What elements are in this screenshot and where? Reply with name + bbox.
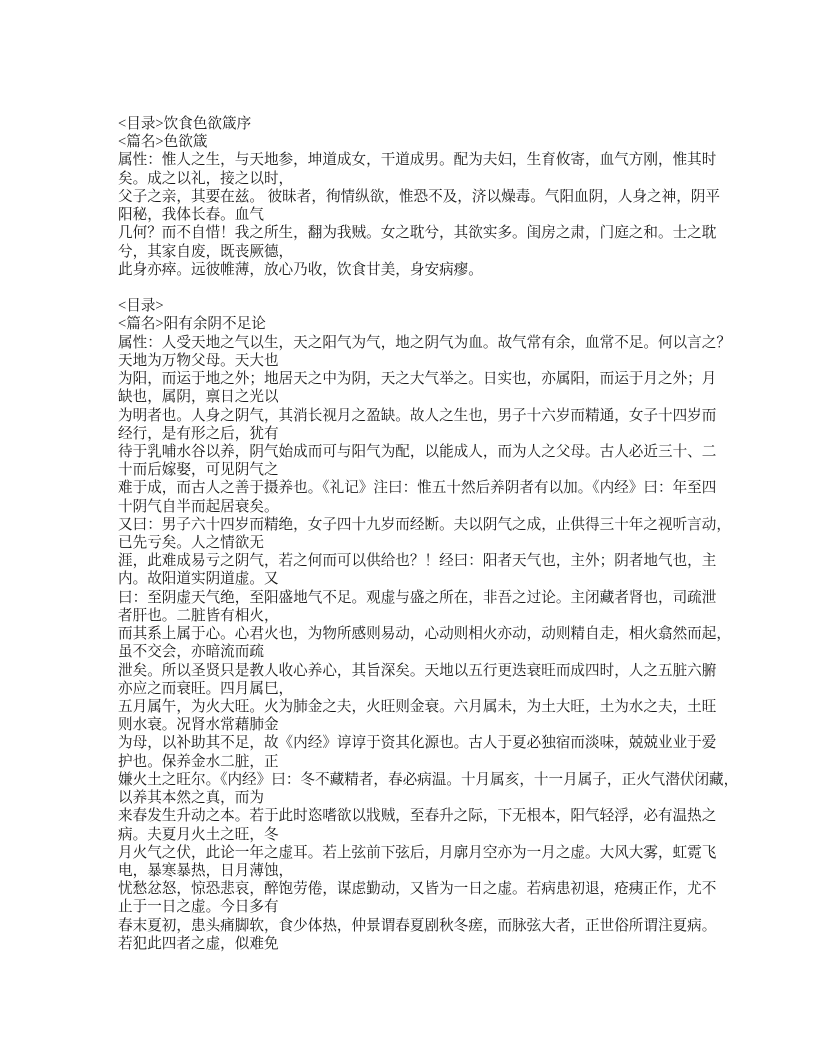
text-line: 天地为万物父母。天大也: [118, 352, 279, 369]
text-line: 十阴气自半而起居衰矣。: [118, 498, 279, 515]
text-line: 几何？而不自惜！我之所生，翻为我贼。女之耽兮，其欲实多。闺房之肃，门庭之和。士之耽: [118, 225, 717, 242]
text-line: 难于成，而古人之善于摄养也。《礼记》注曰：惟五十然后养阴者有以加。《内经》曰：年至四: [118, 480, 717, 497]
text-line: 又曰：男子六十四岁而精绝，女子四十九岁而经断。夫以阴气之成，止供得三十年之视听言动，: [118, 516, 731, 533]
text-line: 内。故阳道实阴道虚。又: [118, 571, 279, 588]
text-line: 兮，其家自废，既丧厥德，: [118, 243, 294, 260]
text-line: 阳秘，我体长春。血气: [118, 207, 264, 224]
text-line: <篇名>色欲箴: [118, 134, 208, 151]
text-line: 止于一日之虚。今日多有: [118, 899, 279, 916]
text-line: 涯，此难成易亏之阴气，若之何而可以供给也？！经曰：阳者天气也，主外；阴者地气也，主: [118, 553, 717, 570]
text-line: 为阳，而运于地之外；地居天之中为阴，天之大气举之。日实也，亦属阳，而运于月之外；月: [118, 371, 717, 388]
text-line: 五月属午，为火大旺。火为肺金之夫，火旺则金衰。六月属未，为土大旺，土为水之夫，土旺: [118, 699, 717, 715]
text-line: <目录>饮食色欲箴序: [118, 116, 252, 132]
document-text-block: [118, 115, 758, 953]
text-line: 缺也，属阴，禀日之光以: [118, 389, 279, 406]
text-line: 经行，是有形之后，犹有: [118, 425, 279, 442]
text-line: 月火气之伏，此论一年之虚耳。若上弦前下弦后，月廓月空亦为一月之虚。大风大雾，虹霓飞: [118, 844, 717, 861]
text-line: 已先亏矣。人之情欲无: [118, 535, 264, 552]
text-line: 泄矣。所以圣贤只是教人收心养心，其旨深矣。天地以五行更迭衰旺而成四时，人之五脏六腑: [118, 662, 717, 679]
text-line: 以养其本然之真，而为: [118, 790, 264, 807]
text-line: <篇名>阳有余阴不足论: [118, 316, 266, 333]
text-line: 亦应之而衰旺。四月属巳，: [118, 680, 294, 697]
text-line: 护也。保养金水二脏，正: [118, 753, 279, 770]
text-line: [118, 279, 758, 297]
text-line: 待于乳哺水谷以养，阴气始成而可与阳气为配，以能成人，而为人之父母。古人必近三十、二: [118, 443, 717, 460]
text-line: 者肝也。二脏皆有相火，: [118, 607, 279, 624]
text-line: 则水衰。况肾水常藉肺金: [118, 717, 279, 734]
text-line: <目录>: [118, 298, 164, 315]
text-line: 春末夏初，患头痛脚软，食少体热，仲景谓春夏剧秋冬瘥，而脉弦大者，正世俗所谓注夏病。: [118, 917, 717, 934]
text-line: 若犯此四者之虚，似难免: [118, 935, 279, 952]
text-line: 矣。成之以礼，接之以时，: [118, 170, 294, 187]
text-line: 为明者也。人身之阴气，其消长视月之盈缺。故人之生也，男子十六岁而精通，女子十四岁而: [118, 407, 717, 424]
text-line: 父子之亲，其要在兹。 彼昧者，徇情纵欲，惟恐不及，济以燥毒。气阳血阴，人身之神，阴平: [118, 188, 720, 205]
text-line: 此身亦瘁。远彼帷薄，放心乃收，饮食甘美，身安病瘳。: [118, 261, 483, 278]
text-line: 嫌火土之旺尔。《内经》曰：冬不藏精者，春必病温。十月属亥，十一月属子，正火气潜伏闭藏，: [118, 771, 739, 788]
text-line: 而其系上属于心。心君火也，为物所感则易动，心动则相火亦动，动则精自走，相火翕然而起，: [118, 626, 731, 643]
text-line: 忧愁忿怒，惊恐悲哀，醉饱劳倦，谋虑勤动，又皆为一日之虚。若病患初退，疮痍正作，尤不: [118, 881, 717, 898]
text-line: 虽不交会，亦暗流而疏: [118, 644, 264, 661]
text-line: 属性：人受天地之气以生，天之阳气为气，地之阴气为血。故气常有余，血常不足。何以言之？: [118, 334, 731, 351]
text-line: 十而后嫁娶，可见阴气之: [118, 462, 279, 479]
text-line: 来春发生升动之本。若于此时恣嗜欲以戕贼，至春升之际，下无根本，阳气轻浮，必有温热之: [118, 808, 717, 825]
text-line: 为母，以补助其不足，故《内经》谆谆于资其化源也。古人于夏必独宿而淡味，兢兢业业于爱: [118, 735, 717, 752]
text-line: 病。夫夏月火土之旺，冬: [118, 826, 279, 843]
text-line: 属性：惟人之生，与天地参，坤道成女，干道成男。配为夫妇，生育攸寄，血气方刚，惟其时: [118, 152, 717, 169]
text-line: 电，暴寒暴热，日月薄蚀，: [118, 862, 294, 879]
text-line: 曰：至阴虚天气绝，至阳盛地气不足。观虚与盛之所在，非吾之过论。主闭藏者肾也，司疏泄: [118, 589, 717, 606]
